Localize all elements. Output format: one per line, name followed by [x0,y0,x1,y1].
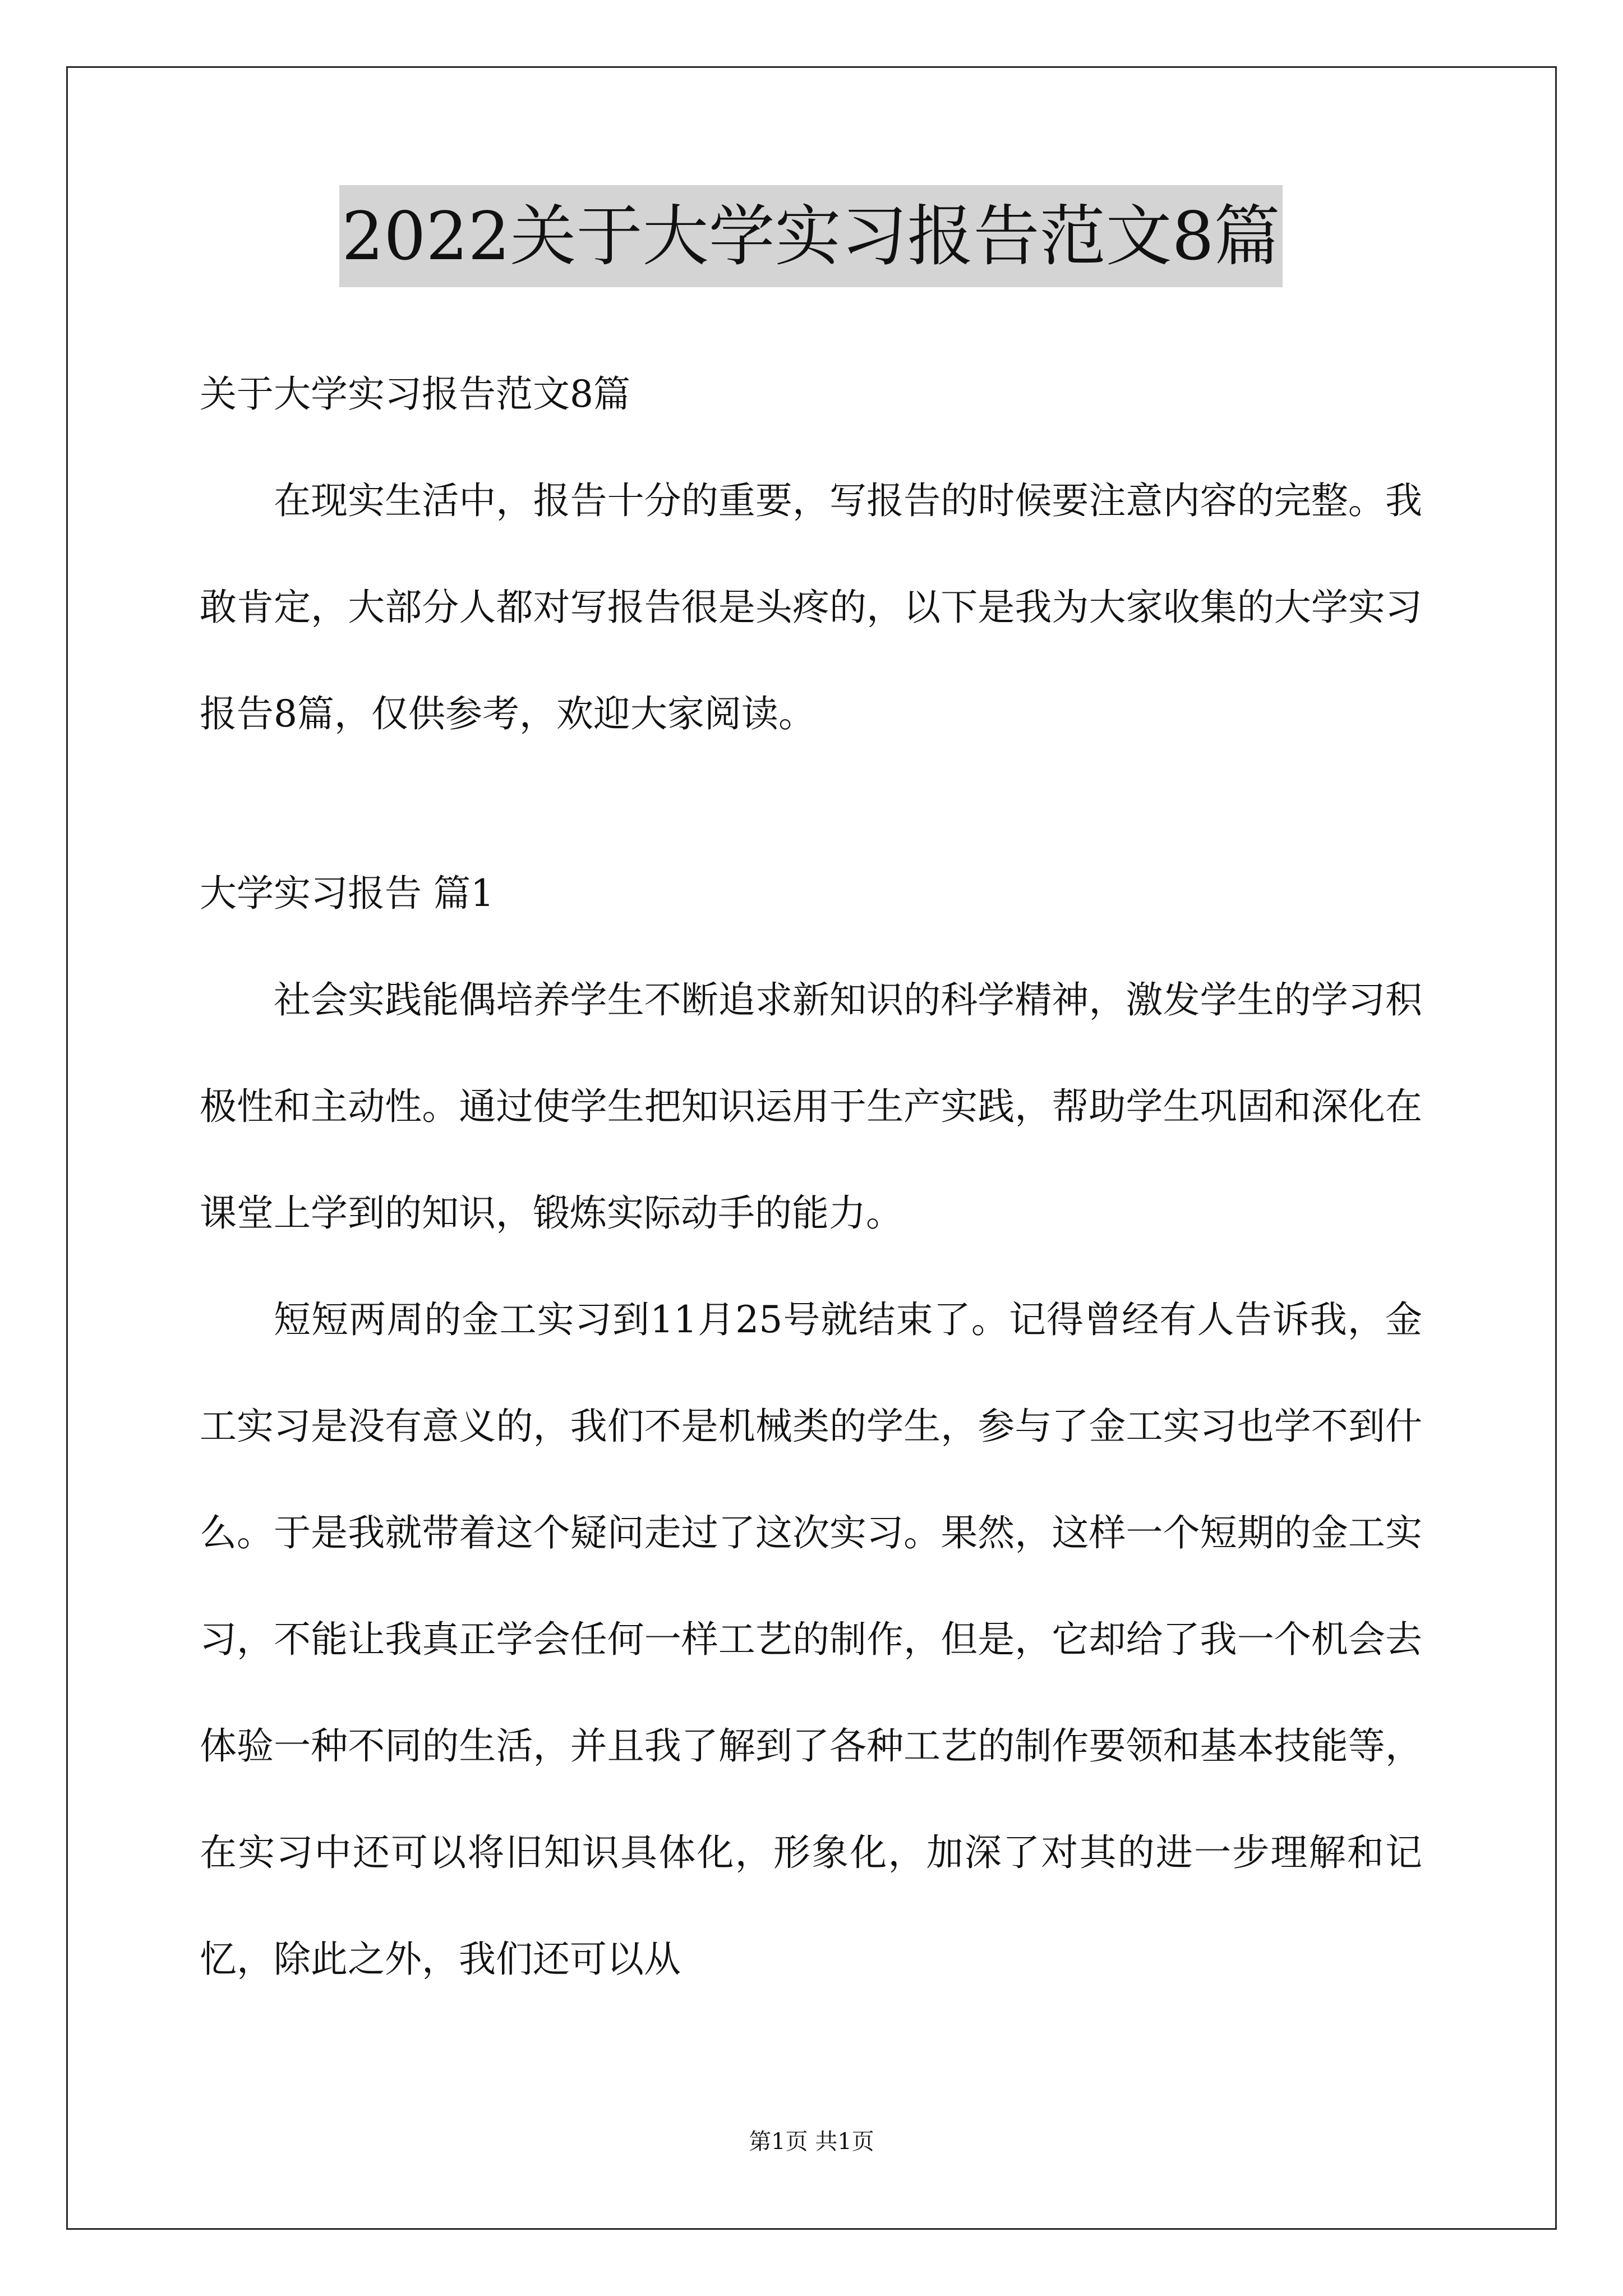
section-paragraph-1: 社会实践能偶培养学生不断追求新知识的科学精神，激发学生的学习积极性和主动性。通过使学生把知识运用于生产实践，帮助学生巩固和深化在课堂上学到的知识，锻炼实际动手的能力。 [200,978,1422,1235]
title-container [200,185,1422,292]
document-title: 2022关于大学实习报告范文8篇 [339,185,1282,287]
document-body [200,185,1422,2013]
intro-paragraph: 在现实生活中，报告十分的重要，写报告的时候要注意内容的完整。我敢肯定，大部分人都对写报告很是头疼的，以下是我为大家收集的大学实习报告8篇，仅供参考，欢迎大家阅读。 [200,479,1422,735]
section-paragraph-2: 短短两周的金工实习到11月25号就结束了。记得曾经有人告诉我，金工实习是没有意义的，我们不是机械类的学生，参与了金工实习也学不到什么。于是我就带着这个疑问走过了这次实习。果然，这样一个短期的金工实习，不能让我真正学会任何一样工艺的制作，但是，它却给了我一个机会去体验一种不同的生活，并且我了解到了各种工艺的制作要领和基本技能等，在实习中还可以将旧知识具体化，形象化，加深了对其的进一步理解和记忆，除此之外，我们还可以从 [200,1298,1422,1981]
document-subtitle: 关于大学实习报告范文8篇 [200,372,630,416]
section-heading: 大学实习报告 篇1 [200,872,494,915]
section-spacer [200,767,1422,840]
page-footer: 第1页 共1页 [749,2129,874,2155]
